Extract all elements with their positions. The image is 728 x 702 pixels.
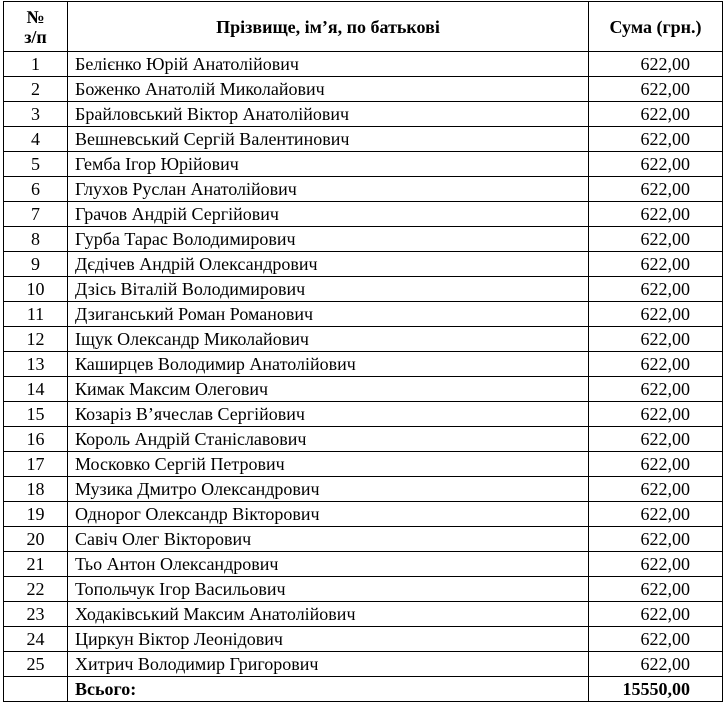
row-number: 20 [4, 527, 68, 552]
header-number [4, 2, 68, 52]
row-sum: 622,00 [589, 402, 723, 427]
row-number: 15 [4, 402, 68, 427]
row-full-name: Однорог Олександр Вікторович [68, 502, 589, 527]
row-sum: 622,00 [589, 302, 723, 327]
row-sum: 622,00 [589, 502, 723, 527]
row-sum: 622,00 [589, 477, 723, 502]
row-number: 3 [4, 102, 68, 127]
row-full-name: Король Андрій Станіславович [68, 427, 589, 452]
row-full-name: Циркун Віктор Леонідович [68, 627, 589, 652]
row-sum: 622,00 [589, 377, 723, 402]
table-row [4, 527, 723, 552]
table-row [4, 277, 723, 302]
row-sum: 622,00 [589, 277, 723, 302]
table-row [4, 252, 723, 277]
row-full-name: Боженко Анатолій Миколайович [68, 77, 589, 102]
row-full-name: Гурба Тарас Володимирович [68, 227, 589, 252]
table-row [4, 227, 723, 252]
row-number: 13 [4, 352, 68, 377]
row-sum: 622,00 [589, 177, 723, 202]
row-full-name: Хитрич Володимир Григорович [68, 652, 589, 677]
row-sum: 622,00 [589, 202, 723, 227]
table-row [4, 577, 723, 602]
row-full-name: Вешневський Сергій Валентинович [68, 127, 589, 152]
header-sum: Сума (грн.) [589, 2, 723, 52]
row-sum: 622,00 [589, 127, 723, 152]
row-full-name: Дзиганський Роман Романович [68, 302, 589, 327]
table-row [4, 477, 723, 502]
header-number-line1: № [26, 6, 45, 27]
row-number: 18 [4, 477, 68, 502]
table-row [4, 427, 723, 452]
table-row [4, 502, 723, 527]
row-number: 22 [4, 577, 68, 602]
row-number: 5 [4, 152, 68, 177]
table-row [4, 652, 723, 677]
row-sum: 622,00 [589, 602, 723, 627]
table-row [4, 152, 723, 177]
table-row [4, 52, 723, 77]
row-sum: 622,00 [589, 352, 723, 377]
row-full-name: Гемба Ігор Юрійович [68, 152, 589, 177]
row-full-name: Музика Дмитро Олександрович [68, 477, 589, 502]
table-row [4, 352, 723, 377]
row-number: 1 [4, 52, 68, 77]
row-number: 8 [4, 227, 68, 252]
row-full-name: Глухов Руслан Анатолійович [68, 177, 589, 202]
row-full-name: Грачов Андрій Сергійович [68, 202, 589, 227]
row-number: 16 [4, 427, 68, 452]
row-full-name: Ходаківський Максим Анатолійович [68, 602, 589, 627]
table-row [4, 302, 723, 327]
row-number: 25 [4, 652, 68, 677]
row-number: 6 [4, 177, 68, 202]
total-empty-cell [4, 677, 68, 702]
total-label: Всього: [68, 677, 589, 702]
table-row [4, 602, 723, 627]
header-full-name: Прізвище, ім’я, по батькові [68, 2, 589, 52]
table-row [4, 177, 723, 202]
row-sum: 622,00 [589, 77, 723, 102]
row-number: 21 [4, 552, 68, 577]
row-sum: 622,00 [589, 552, 723, 577]
row-full-name: Топольчук Ігор Васильович [68, 577, 589, 602]
row-number: 2 [4, 77, 68, 102]
row-sum: 622,00 [589, 102, 723, 127]
table-row [4, 452, 723, 477]
table-header-row [4, 2, 723, 52]
table-row [4, 202, 723, 227]
row-full-name: Каширцев Володимир Анатолійович [68, 352, 589, 377]
row-sum: 622,00 [589, 52, 723, 77]
row-sum: 622,00 [589, 227, 723, 252]
total-row [4, 677, 723, 702]
table-row [4, 627, 723, 652]
table-row [4, 552, 723, 577]
row-sum: 622,00 [589, 152, 723, 177]
table-row [4, 77, 723, 102]
row-sum: 622,00 [589, 327, 723, 352]
row-number: 19 [4, 502, 68, 527]
row-full-name: Дзісь Віталій Володимирович [68, 277, 589, 302]
row-full-name: Белієнко Юрій Анатолійович [68, 52, 589, 77]
row-number: 23 [4, 602, 68, 627]
row-number: 14 [4, 377, 68, 402]
row-number: 4 [4, 127, 68, 152]
row-full-name: Іщук Олександр Миколайович [68, 327, 589, 352]
row-number: 12 [4, 327, 68, 352]
row-sum: 622,00 [589, 577, 723, 602]
row-sum: 622,00 [589, 652, 723, 677]
table-row [4, 402, 723, 427]
row-sum: 622,00 [589, 527, 723, 552]
row-sum: 622,00 [589, 627, 723, 652]
row-number: 24 [4, 627, 68, 652]
row-number: 17 [4, 452, 68, 477]
row-full-name: Брайловський Віктор Анатолійович [68, 102, 589, 127]
row-full-name: Кимак Максим Олегович [68, 377, 589, 402]
table-row [4, 377, 723, 402]
row-full-name: Тьо Антон Олександрович [68, 552, 589, 577]
row-sum: 622,00 [589, 452, 723, 477]
header-number-line2: з/п [24, 26, 47, 47]
total-sum: 15550,00 [589, 677, 723, 702]
row-sum: 622,00 [589, 252, 723, 277]
row-full-name: Московко Сергій Петрович [68, 452, 589, 477]
row-full-name: Савіч Олег Вікторович [68, 527, 589, 552]
row-full-name: Дєдічев Андрій Олександрович [68, 252, 589, 277]
row-number: 10 [4, 277, 68, 302]
row-number: 7 [4, 202, 68, 227]
table-row [4, 327, 723, 352]
row-full-name: Козаріз В’ячеслав Сергійович [68, 402, 589, 427]
row-number: 9 [4, 252, 68, 277]
table-row [4, 102, 723, 127]
payment-table [3, 1, 723, 702]
row-number: 11 [4, 302, 68, 327]
row-sum: 622,00 [589, 427, 723, 452]
table-row [4, 127, 723, 152]
